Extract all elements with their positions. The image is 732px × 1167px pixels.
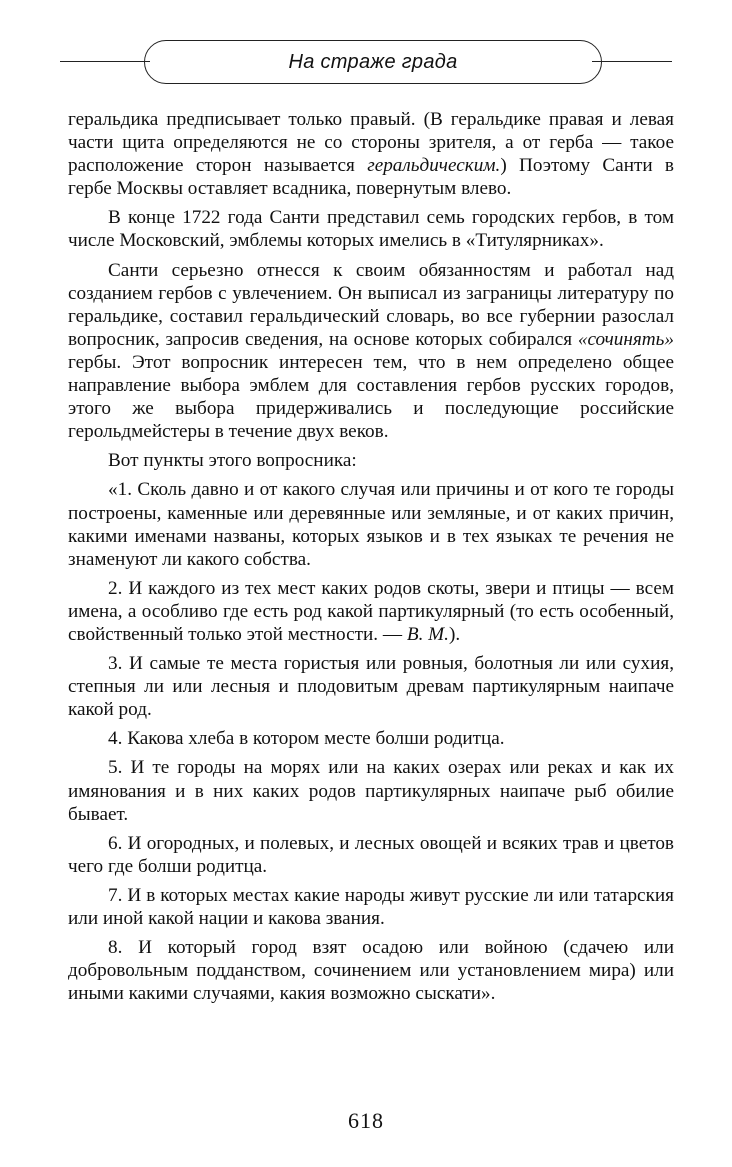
author-initials: В. М. [406,623,449,645]
questionnaire-item-3: 3. И самые те места гористыя или ровныя, болотныя ли или сухия, степныя ли или лесныя и плодовитым древам партикулярным наипаче какой род. [68,653,674,721]
header-rule-left [60,61,150,62]
running-title: На страже града [288,51,458,73]
questionnaire-item-1: «1. Сколь давно и от какого случая или причины и от кого те городы построены, каменные или деревянные или земляные, и от каких причин, какими именами названы, которых языков и в тех языках те речения не знаменуют ли какого собства. [68,479,674,570]
questionnaire-item-6: 6. И огородных, и полевых, и лесных овощей и всяких трав и цветов чего где болши родитца. [68,832,674,877]
questionnaire-item-7: 7. И в которых местах какие народы живут русские ли или татарския или иной какой нации и какова звания. [68,884,674,929]
paragraph-1722: В конце 1722 года Санти представил семь городских гербов, в том числе Московский, эмблемы которых имелись в «Титулярниках». [68,207,674,252]
questionnaire-item-5: 5. И те городы на морях или на каких озерах или реках и как их имянования и в них каких родов партикулярных наипаче рыб обилие бывает. [68,757,674,825]
term-heraldic: геральдическим. [367,155,501,177]
term-sochinyat: «сочинять» [577,328,674,350]
questionnaire-item-2: 2. И каждого из тех мест каких родов скоты, звери и птицы — всем имена, а особливо где есть род какой партикулярный (то есть особенный, свойственный только этой местности. — В. М.). [68,577,674,645]
questionnaire-item-8: 8. И который город взят осадою или войною (сдачею или добровольным подданством, сочинением или установлением мира) или иными какими случаями, какия возможно сыскати». [68,937,674,1005]
paragraph-santi-work: Санти серьезно отнесся к своим обязанностям и работал над созданием гербов с увлечением. Он выписал из заграницы литературу по геральдике, составил геральдический словарь, во все губернии разослал вопросник, запросив сведения, на основе которых собирался «сочинять» гербы. Этот вопросник интересен тем, что в нем определено общее направление выбора эмблем для составления гербов русских городов, этого же выбора придерживались и последующие российские герольдмейстеры в течение двух веков. [68,259,674,443]
questionnaire-item-4: 4. Какова хлеба в котором месте болши родитца. [108,728,505,750]
header-frame [144,40,602,84]
running-header [60,40,672,84]
header-rule-right [592,61,672,62]
paragraph-questionnaire-intro: Вот пункты этого вопросника: [108,450,357,472]
paragraph-heraldry-sides: геральдика предписывает только правый. (В геральдике правая и левая части щита определяются не со стороны зрителя, а от герба — такое расположение сторон называется геральдическим.) Поэтому Санти в гербе Москвы оставляет всадника, повернутым влево. [68,109,674,200]
page-body [68,108,674,1011]
page-number: 618 [348,1108,384,1133]
